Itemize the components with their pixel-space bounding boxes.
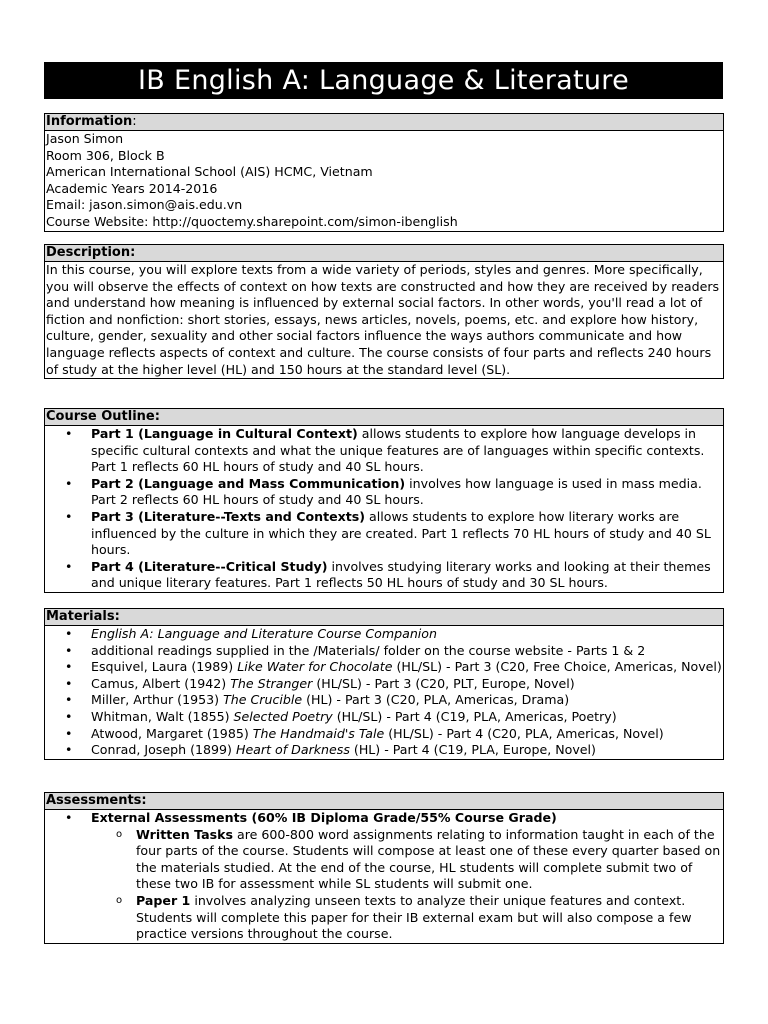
course-title: IB English A: Language & Literature: [44, 62, 723, 99]
room: Room 306, Block B: [46, 147, 165, 163]
information-heading: Information:: [45, 114, 723, 131]
list-item: • Camus, Albert (1942) The Stranger (HL/SL) - Part 3 (C20, PLT, Europe, Novel): [46, 676, 722, 693]
list-item: • Part 4 (Literature--Critical Study) involves studying literary works and looking at their themes and unique literary features. Part 1 reflects 50 HL hours of study and 30 SL hours.: [46, 559, 722, 592]
description-text: In this course, you will explore texts from a wide variety of periods, styles and genres. More specifically, you will observe the effects of context on how texts are constructed and how they are received by readers and understand how meaning is influenced by external social factors. In other words, you'll read a lot of fiction and nonfiction: short stories, essays, news articles, novels, poems, etc. and explore how history, culture, gender, sexuality and other social factors influence the ways authors communicate and how language reflects aspects of context and culture. The course consists of four parts and reflects 240 hours of study at the higher level (HL) and 150 hours at the standard level (SL).: [46, 262, 720, 377]
list-item: • Conrad, Joseph (1899) Heart of Darkness (HL) - Part 4 (C19, PLA, Europe, Novel): [46, 742, 722, 759]
course-outline-section: [44, 408, 724, 593]
email[interactable]: Email: jason.simon@ais.edu.vn: [46, 197, 243, 213]
list-item: o Written Tasks are 600-800 word assignments relating to information taught in each of the four parts of the course. Students will compose at least one of these every quarter based on the materials studied. At the end of the course, HL students will complete submit two of these two IB for assessment while SL students will submit one.: [46, 827, 722, 893]
course-outline-body: [45, 426, 723, 592]
academic-years: Academic Years 2014-2016: [46, 180, 218, 196]
materials-heading: Materials:: [45, 609, 723, 626]
list-item: • Atwood, Margaret (1985) The Handmaid's Tale (HL/SL) - Part 4 (C20, PLA, Americas, Novel): [46, 726, 722, 743]
list-item: • additional readings supplied in the /Materials/ folder on the course website - Parts 1 & 2: [46, 643, 722, 660]
description-heading: Description:: [45, 245, 723, 262]
list-item: • External Assessments (60% IB Diploma Grade/55% Course Grade): [46, 810, 722, 827]
assessments-section: [44, 792, 724, 944]
list-item: • Part 2 (Language and Mass Communication) involves how language is used in mass media. Part 2 reflects 60 HL hours of study and 40 SL hours.: [46, 476, 722, 509]
list-item: • Part 1 (Language in Cultural Context) allows students to explore how language develops in specific cultural contexts and what the unique features are of languages within specific contexts. Part 1 reflects 60 HL hours of study and 40 SL hours.: [46, 426, 722, 476]
information-section: [44, 113, 724, 232]
list-item: • Part 3 (Literature--Texts and Contexts) allows students to explore how literary works are influenced by the culture in which they are created. Part 1 reflects 70 HL hours of study and 40 SL hours.: [46, 509, 722, 559]
teacher-name: Jason Simon: [46, 131, 124, 146]
assessments-heading: Assessments:: [45, 793, 723, 810]
list-item: • Esquivel, Laura (1989) Like Water for Chocolate (HL/SL) - Part 3 (C20, Free Choice, Americas, Novel): [46, 659, 722, 676]
description-section: [44, 244, 724, 379]
course-website[interactable]: Course Website: http://quoctemy.sharepoint.com/simon-ibenglish: [46, 213, 458, 229]
school: American International School (AIS) HCMC, Vietnam: [46, 164, 373, 180]
materials-section: [44, 608, 724, 760]
materials-body: [45, 626, 723, 759]
information-body: [45, 131, 723, 231]
list-item: • English A: Language and Literature Course Companion: [46, 626, 722, 643]
course-outline-heading: Course Outline:: [45, 409, 723, 426]
list-item: o Paper 1 involves analyzing unseen texts to analyze their unique features and context. Students will complete this paper for their IB external exam but will also compose a few practice versions throughout the course.: [46, 893, 722, 943]
list-item: • Miller, Arthur (1953) The Crucible (HL) - Part 3 (C20, PLA, Americas, Drama): [46, 692, 722, 709]
list-item: • Whitman, Walt (1855) Selected Poetry (HL/SL) - Part 4 (C19, PLA, Americas, Poetry): [46, 709, 722, 726]
assessments-body: [45, 810, 723, 943]
